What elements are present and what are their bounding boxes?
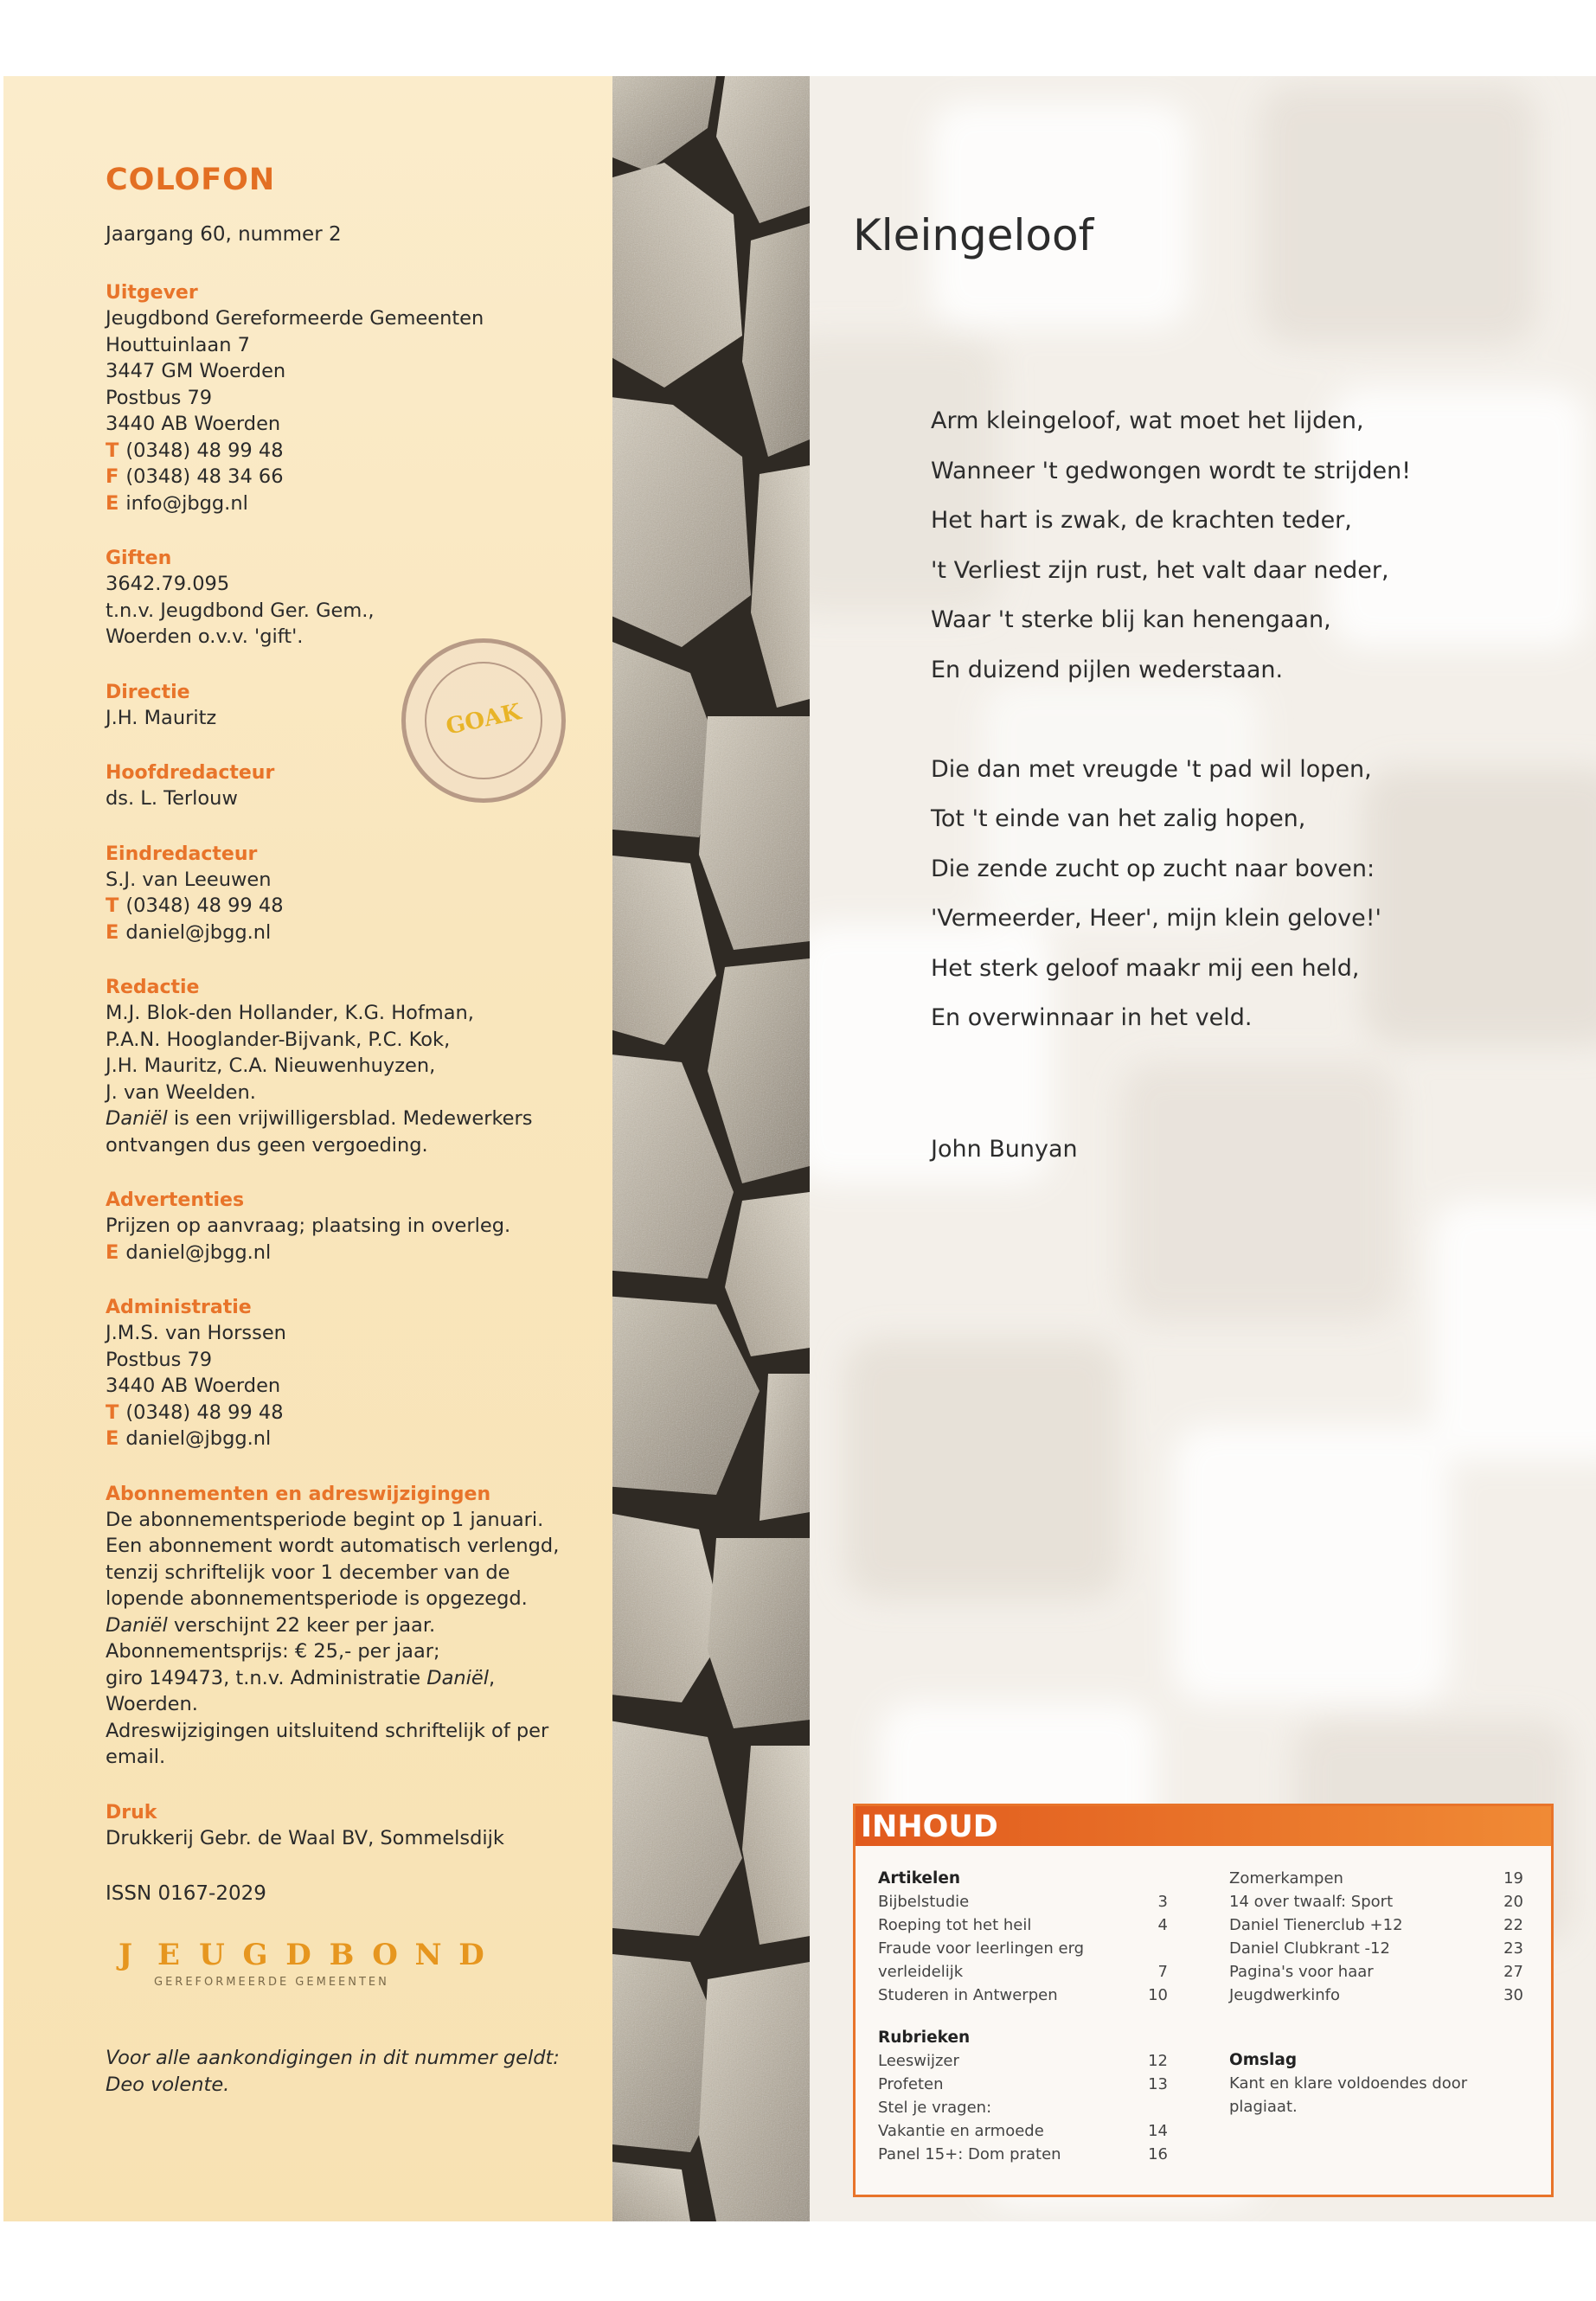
toc-title: Bijbelstudie xyxy=(878,1893,970,1911)
toc-title: Panel 15+: Dom praten xyxy=(878,2145,1061,2163)
toc-title: Studeren in Antwerpen xyxy=(878,1986,1058,2004)
poem-line: Waar 't sterke blij kan henengaan, xyxy=(931,606,1331,633)
toc-page: 19 xyxy=(1503,1869,1523,1888)
email-address: info@jbgg.nl xyxy=(125,491,248,515)
text-line: Abonnementsprijs: € 25,- per jaar; xyxy=(106,1640,440,1663)
toc-row xyxy=(878,1960,1168,1984)
magazine-name: Daniël xyxy=(106,1107,168,1130)
text-line: Postbus 79 xyxy=(106,1348,213,1371)
text-line: J.H. Mauritz, C.A. Nieuwenhuyzen, xyxy=(106,1054,436,1077)
toc-page: 16 xyxy=(1148,2145,1168,2163)
poem-body xyxy=(931,396,1571,1043)
logo-letter: D xyxy=(285,1938,311,1972)
toc-title: Daniel Tienerclub +12 xyxy=(1229,1916,1403,1934)
toc-page: 27 xyxy=(1503,1963,1523,1981)
toc-page xyxy=(1142,1937,1168,1960)
toc-page: 7 xyxy=(1157,1963,1168,1981)
text-line: tenzij schriftelijk voor 1 december van de xyxy=(106,1561,510,1584)
text-line: P.A.N. Hooglander-Bijvank, P.C. Kok, xyxy=(106,1028,451,1051)
text-line xyxy=(106,1106,607,1132)
poem-line: 't Verliest zijn rust, het valt daar neder, xyxy=(931,556,1389,584)
text-line: De abonnementsperiode begint op 1 januari. xyxy=(106,1508,544,1531)
logo-letter: E xyxy=(157,1938,180,1972)
inhoud-box xyxy=(853,1804,1554,2197)
poem-line: En overwinnaar in het veld. xyxy=(931,1004,1253,1031)
section-abonnementen xyxy=(106,1484,607,1771)
email-address: daniel@jbgg.nl xyxy=(125,920,272,944)
toc-row xyxy=(1229,2072,1523,2095)
inhoud-header xyxy=(856,1806,1551,1846)
text-line: 3440 AB Woerden xyxy=(106,1375,281,1397)
poem-line: En duizend pijlen wederstaan. xyxy=(931,656,1284,683)
stamp-text: GOAK xyxy=(444,699,523,740)
text-line: Postbus 79 xyxy=(106,386,213,409)
toc-row xyxy=(878,2143,1168,2166)
text-line: 3447 GM Woerden xyxy=(106,360,286,382)
section-advertenties xyxy=(106,1189,607,1266)
frequency-text: verschijnt 22 keer per jaar. xyxy=(167,1613,436,1637)
text-line: Een abonnement wordt automatisch verlengd, xyxy=(106,1535,560,1557)
toc-row xyxy=(1229,1937,1523,1960)
phone-line xyxy=(106,438,607,465)
section-eindredacteur xyxy=(106,843,607,946)
toc-title: Fraude voor leerlingen erg xyxy=(878,1939,1085,1958)
toc-page: 10 xyxy=(1148,1986,1168,2004)
jeugdbond-logo xyxy=(106,1938,607,2007)
logo-letter: D xyxy=(458,1938,484,1972)
text-line: Drukkerij Gebr. de Waal BV, Sommelsdijk xyxy=(106,1826,504,1849)
issn: ISSN 0167-2029 xyxy=(106,1882,266,1905)
email-address: daniel@jbgg.nl xyxy=(125,1240,272,1264)
magazine-name: Daniël xyxy=(106,1613,168,1637)
section-redactie xyxy=(106,977,607,1158)
toc-page: 13 xyxy=(1148,2075,1168,2093)
deo-line-2: Deo volente. xyxy=(106,2073,230,2096)
text-line: J.M.S. van Horssen xyxy=(106,1322,286,1344)
phone-line xyxy=(106,1400,607,1426)
toc-row xyxy=(1229,1890,1523,1913)
section-uitgever xyxy=(106,282,607,516)
note-text: is een vrijwilligersblad. Medewerkers xyxy=(167,1107,533,1130)
text-line: Adreswijzigingen uitsluitend schriftelijk of per xyxy=(106,1719,549,1742)
toc-row xyxy=(1229,1960,1523,1984)
toc-page: 4 xyxy=(1157,1916,1168,1934)
text-line: ontvangen dus geen vergoeding. xyxy=(106,1133,428,1157)
giro-punct: , xyxy=(489,1666,496,1689)
phone-key: T xyxy=(106,894,119,917)
email-line xyxy=(106,490,607,517)
toc-row xyxy=(1229,1867,1523,1890)
text-line: Houttuinlaan 7 xyxy=(106,333,250,356)
omslag-line: plagiaat. xyxy=(1229,2098,1298,2116)
colofon-column xyxy=(3,76,612,2221)
text-line: Woerden. xyxy=(106,1693,198,1715)
section-title: Redactie xyxy=(106,977,200,998)
section-title: Druk xyxy=(106,1801,157,1823)
toc-row xyxy=(878,2096,1168,2119)
poem-line: Het sterk geloof maakr mij een held, xyxy=(931,954,1360,982)
poem-title: Kleingeloof xyxy=(853,210,1094,260)
inhoud-title: INHOUD xyxy=(861,1810,998,1844)
group-title: Omslag xyxy=(1229,2051,1298,2069)
spacer xyxy=(1229,2007,1523,2048)
poem-line: Het hart is zwak, de krachten teder, xyxy=(931,507,1352,534)
phone-number: (0348) 48 99 48 xyxy=(125,1400,284,1424)
gift-stamp xyxy=(401,638,566,803)
logo-letters xyxy=(106,1938,607,1972)
phone-number: (0348) 48 99 48 xyxy=(125,894,284,917)
toc-page: 3 xyxy=(1157,1893,1168,1911)
section-druk xyxy=(106,1802,607,1852)
section-title: Giften xyxy=(106,548,172,569)
section-giften xyxy=(106,548,607,651)
stone-image xyxy=(612,76,810,2221)
toc-row xyxy=(878,2119,1168,2143)
text-line: M.J. Blok-den Hollander, K.G. Hofman, xyxy=(106,1002,474,1024)
toc-row xyxy=(878,1890,1168,1913)
toc-page: 20 xyxy=(1503,1893,1523,1911)
poem-line: 'Vermeerder, Heer', mijn klein gelove!' xyxy=(931,905,1381,932)
text-line: ds. L. Terlouw xyxy=(106,787,238,810)
section-title: Advertenties xyxy=(106,1189,245,1211)
deo-line-1: Voor alle aankondigingen in dit nummer geldt: xyxy=(106,2047,560,2069)
section-title: Hoofdredacteur xyxy=(106,762,275,784)
issue-number: Jaargang 60, nummer 2 xyxy=(106,223,342,246)
toc-row xyxy=(1229,1984,1523,2007)
text-line: Prijzen op aanvraag; plaatsing in overleg. xyxy=(106,1215,511,1237)
email-address: daniel@jbgg.nl xyxy=(125,1427,272,1450)
phone-key: T xyxy=(106,439,119,462)
text-line: J. van Weelden. xyxy=(106,1080,256,1104)
toc-page: 14 xyxy=(1148,2122,1168,2140)
toc-title: Vakantie en armoede xyxy=(878,2122,1044,2140)
section-title: Abonnementen en adreswijzigingen xyxy=(106,1483,491,1505)
logo-letter: G xyxy=(242,1938,268,1972)
toc-row xyxy=(878,2073,1168,2096)
fax-line xyxy=(106,464,607,490)
section-administratie xyxy=(106,1297,607,1452)
text-line: 3642.79.095 xyxy=(106,573,230,595)
toc-page: 12 xyxy=(1148,2052,1168,2070)
toc-row xyxy=(878,1984,1168,2007)
group-title: Rubrieken xyxy=(878,2029,971,2047)
toc-title: Zomerkampen xyxy=(1229,1869,1343,1888)
poem-author: John Bunyan xyxy=(931,1136,1078,1163)
fax-number: (0348) 48 34 66 xyxy=(125,465,284,488)
logo-letter: B xyxy=(329,1938,355,1972)
toc-title: verleidelijk xyxy=(878,1963,964,1981)
section-title: Eindredacteur xyxy=(106,843,258,865)
poem-line: Die zende zucht op zucht naar boven: xyxy=(931,855,1375,882)
text-line: S.J. van Leeuwen xyxy=(106,868,272,891)
toc-row xyxy=(1229,1913,1523,1937)
logo-subtitle: GEREFORMEERDE GEMEENTEN xyxy=(154,1976,389,1989)
text-line: email. xyxy=(106,1746,166,1768)
spacer xyxy=(878,2007,1168,2026)
text-line xyxy=(106,1665,607,1692)
poem-line: Arm kleingeloof, wat moet het lijden, xyxy=(931,407,1364,434)
phone-number: (0348) 48 99 48 xyxy=(125,439,284,462)
stanza-gap xyxy=(931,695,1571,745)
logo-letter: J xyxy=(118,1938,133,1972)
section-title: Uitgever xyxy=(106,282,198,304)
toc-row xyxy=(878,1913,1168,1937)
toc-row xyxy=(878,1937,1168,1960)
email-line xyxy=(106,920,607,946)
group-title: Artikelen xyxy=(878,1869,961,1888)
toc-row xyxy=(1229,2095,1523,2118)
inhoud-column-right xyxy=(1229,1867,1523,2118)
colofon-title: COLOFON xyxy=(106,163,276,197)
text-line: t.n.v. Jeugdbond Ger. Gem., xyxy=(106,599,375,622)
toc-title: Leeswijzer xyxy=(878,2052,959,2070)
text-line: 3440 AB Woerden xyxy=(106,413,281,435)
toc-title: Jeugdwerkinfo xyxy=(1229,1986,1341,2004)
toc-title: Stel je vragen: xyxy=(878,2099,992,2117)
toc-page: 23 xyxy=(1503,1939,1523,1958)
toc-title: Daniel Clubkrant -12 xyxy=(1229,1939,1390,1958)
section-title: Administratie xyxy=(106,1297,252,1318)
toc-title: Roeping tot het heil xyxy=(878,1916,1032,1934)
stone-photo-strip xyxy=(612,76,810,2221)
email-key: E xyxy=(106,920,119,944)
toc-title: Profeten xyxy=(878,2075,944,2093)
email-line xyxy=(106,1426,607,1452)
toc-row xyxy=(878,2049,1168,2073)
text-line: J.H. Mauritz xyxy=(106,706,217,729)
email-line xyxy=(106,1240,607,1266)
logo-letter: O xyxy=(372,1938,398,1972)
toc-page: 30 xyxy=(1503,1986,1523,2004)
phone-key: T xyxy=(106,1400,119,1424)
omslag-line: Kant en klare voldoendes door xyxy=(1229,2074,1468,2093)
email-key: E xyxy=(106,1240,119,1264)
text-line: lopende abonnementsperiode is opgezegd. xyxy=(106,1587,528,1610)
toc-title: 14 over twaalf: Sport xyxy=(1229,1893,1394,1911)
inhoud-column-left xyxy=(878,1867,1168,2166)
logo-letter: U xyxy=(199,1938,225,1972)
email-key: E xyxy=(106,1427,119,1450)
poem-line: Tot 't einde van het zalig hopen, xyxy=(931,805,1306,832)
magazine-name: Daniël xyxy=(426,1666,489,1689)
email-key: E xyxy=(106,491,119,515)
deo-volente-note xyxy=(106,2045,607,2099)
fax-key: F xyxy=(106,465,119,488)
toc-page: 22 xyxy=(1503,1916,1523,1934)
poem-page xyxy=(810,76,1596,2221)
text-line xyxy=(106,1612,607,1639)
poem-line: Die dan met vreugde 't pad wil lopen, xyxy=(931,755,1372,783)
phone-line xyxy=(106,893,607,920)
section-title: Directie xyxy=(106,681,190,703)
logo-letter: N xyxy=(414,1938,442,1972)
text-line: Woerden o.v.v. 'gift'. xyxy=(106,625,304,648)
text-line: Jeugdbond Gereformeerde Gemeenten xyxy=(106,307,484,330)
poem-line: Wanneer 't gedwongen wordt te strijden! xyxy=(931,457,1412,484)
toc-page xyxy=(1142,2096,1168,2119)
toc-title: Pagina's voor haar xyxy=(1229,1963,1374,1981)
giro-text: giro 149473, t.n.v. Administratie xyxy=(106,1666,427,1689)
